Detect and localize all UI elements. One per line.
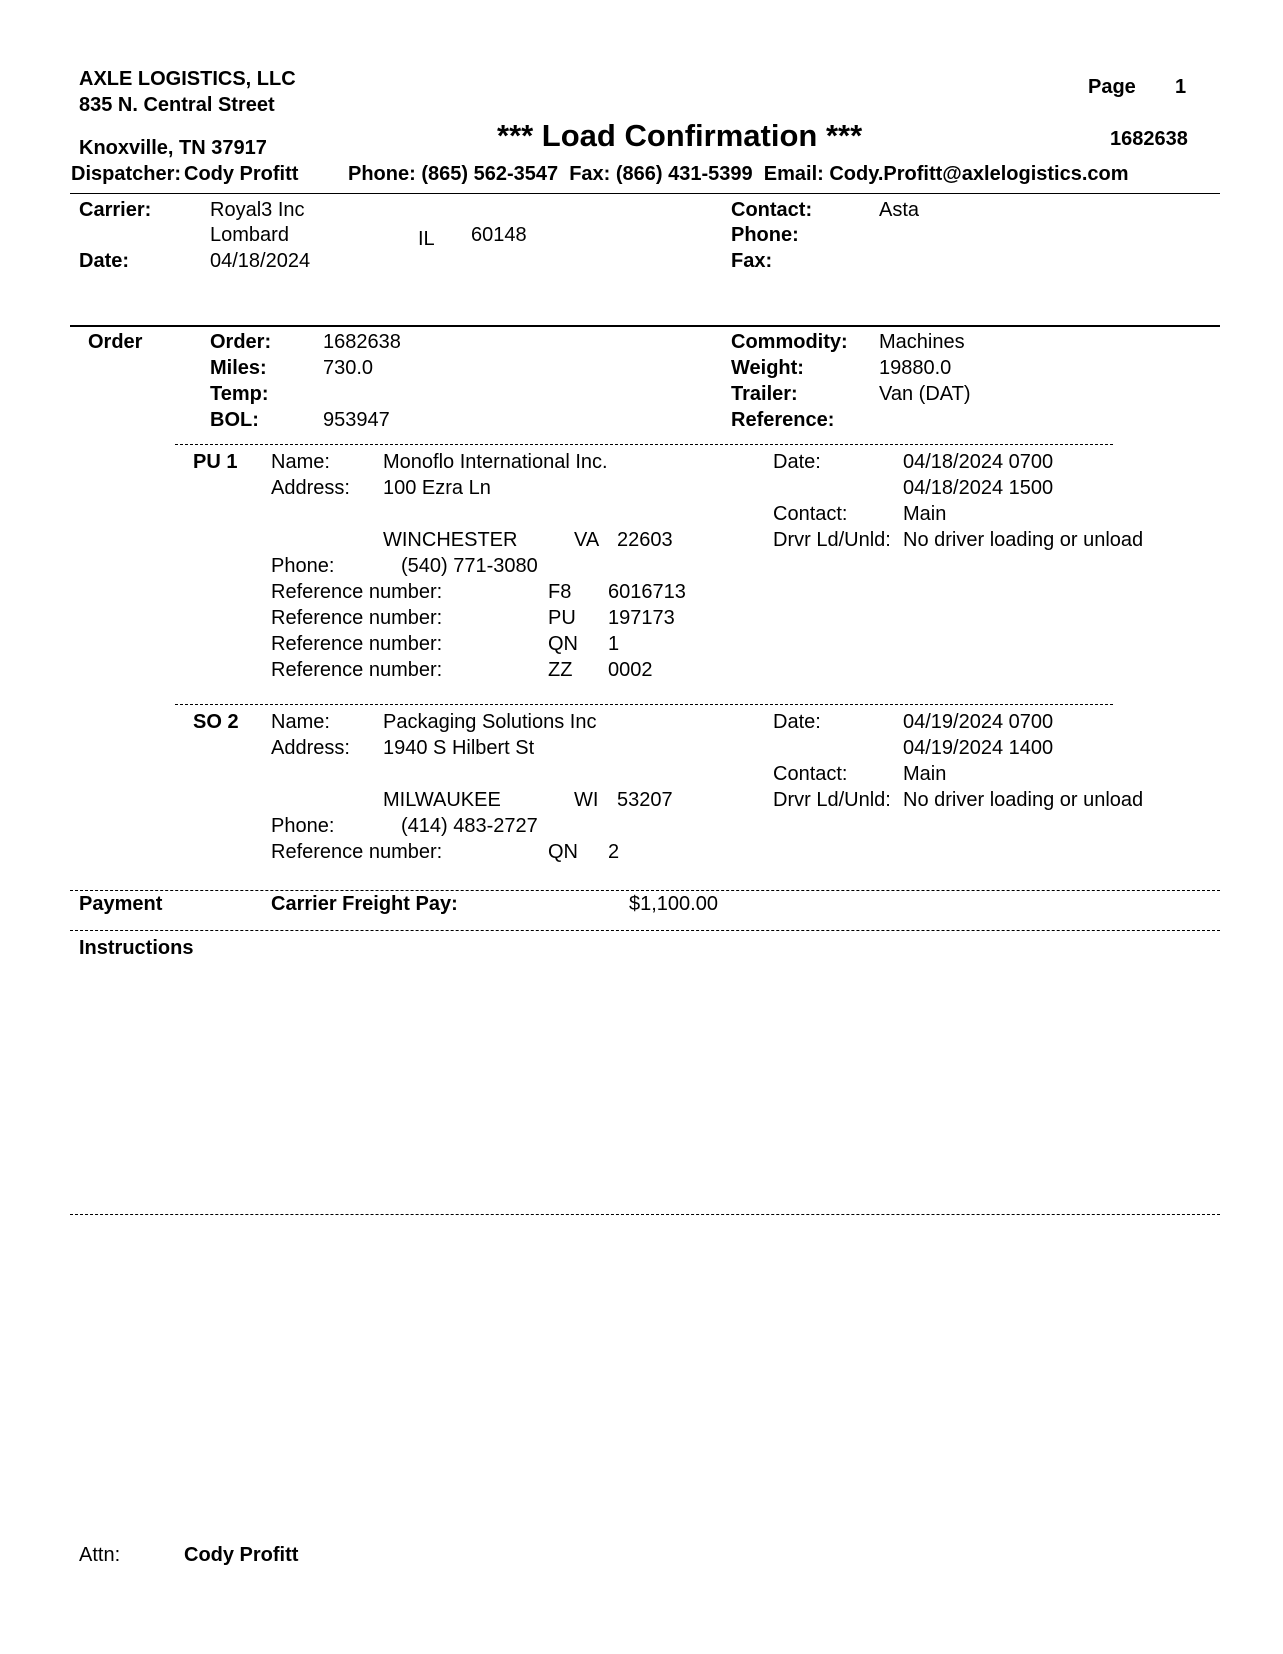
page-number: 1 <box>1175 76 1187 98</box>
weight-label: Weight: <box>731 357 804 379</box>
divider <box>175 704 1113 705</box>
commodity-value: Machines <box>879 331 965 353</box>
instructions-section-label: Instructions <box>79 937 194 959</box>
stop-name: Monoflo International Inc. <box>383 451 608 473</box>
stop-phone-label: Phone: <box>271 555 335 577</box>
stop-contact-label: Contact: <box>773 503 848 525</box>
stop-name: Packaging Solutions Inc <box>383 711 597 733</box>
stop-zip: 22603 <box>617 529 673 551</box>
stop-state: VA <box>574 529 600 551</box>
order-section-label: Order <box>88 331 143 353</box>
stop-date-to: 04/18/2024 1500 <box>903 477 1054 499</box>
attn-name: Cody Profitt <box>184 1544 299 1566</box>
dispatcher-name: Cody Profitt <box>184 163 299 185</box>
reference-type: PU <box>548 607 576 629</box>
stop-date-to: 04/19/2024 1400 <box>903 737 1054 759</box>
stop-name-label: Name: <box>271 711 330 733</box>
stop-zip: 53207 <box>617 789 673 811</box>
carrier-city: Lombard <box>210 224 289 246</box>
stop-phone: (540) 771-3080 <box>401 555 538 577</box>
dispatcher-contact-line: Phone: (865) 562-3547 Fax: (866) 431-5399 Email: Cody.Profitt@axlelogistics.com <box>348 163 1129 185</box>
stop-date-label: Date: <box>773 711 821 733</box>
freight-pay-amount: $1,100.00 <box>629 893 718 915</box>
stop-driver: No driver loading or unload <box>903 789 1144 811</box>
carrier-zip: 60148 <box>471 224 527 246</box>
carrier-contact-label: Contact: <box>731 199 813 221</box>
stop-city: WINCHESTER <box>383 529 518 551</box>
page-label: Page <box>1088 76 1136 98</box>
miles-value: 730.0 <box>323 357 374 379</box>
reference-type: QN <box>548 841 578 863</box>
trailer-value: Van (DAT) <box>879 383 971 405</box>
divider <box>70 193 1220 194</box>
reference-value: 1 <box>608 633 620 655</box>
stop-driver-label: Drvr Ld/Unld: <box>773 789 891 811</box>
stop-driver: No driver loading or unload <box>903 529 1144 551</box>
carrier-name: Royal3 Inc <box>210 199 305 221</box>
dispatcher-label: Dispatcher: <box>71 163 182 185</box>
load-number: 1682638 <box>1110 128 1188 150</box>
temp-label: Temp: <box>210 383 269 405</box>
stop-date-from: 04/19/2024 0700 <box>903 711 1054 733</box>
stop-name-label: Name: <box>271 451 330 473</box>
reference-value: 197173 <box>608 607 675 629</box>
bol-label: BOL: <box>210 409 259 431</box>
stop-address-label: Address: <box>271 477 350 499</box>
miles-label: Miles: <box>210 357 267 379</box>
stop-city: MILWAUKEE <box>383 789 501 811</box>
reference-number-label: Reference number: <box>271 607 443 629</box>
reference-type: QN <box>548 633 578 655</box>
stop-phone: (414) 483-2727 <box>401 815 538 837</box>
carrier-contact: Asta <box>879 199 920 221</box>
stop-code: PU 1 <box>193 451 238 473</box>
bol-value: 953947 <box>323 409 390 431</box>
carrier-date-label: Date: <box>79 250 130 272</box>
reference-number-label: Reference number: <box>271 581 443 603</box>
stop-code: SO 2 <box>193 711 239 733</box>
company-name: AXLE LOGISTICS, LLC <box>79 68 296 90</box>
stop-address: 1940 S Hilbert St <box>383 737 535 759</box>
stop-driver-label: Drvr Ld/Unld: <box>773 529 891 551</box>
reference-type: F8 <box>548 581 572 603</box>
reference-number-label: Reference number: <box>271 659 443 681</box>
freight-pay-label: Carrier Freight Pay: <box>271 893 458 915</box>
stop-state: WI <box>574 789 599 811</box>
stop-contact: Main <box>903 763 947 785</box>
stop-contact: Main <box>903 503 947 525</box>
stop-phone-label: Phone: <box>271 815 335 837</box>
stop-address: 100 Ezra Ln <box>383 477 491 499</box>
divider <box>70 1214 1220 1215</box>
company-city: Knoxville, TN 37917 <box>79 137 267 159</box>
order-number-label: Order: <box>210 331 272 353</box>
reference-value: 2 <box>608 841 620 863</box>
stop-contact-label: Contact: <box>773 763 848 785</box>
stop-date-label: Date: <box>773 451 821 473</box>
company-street: 835 N. Central Street <box>79 94 275 116</box>
divider <box>175 444 1113 445</box>
reference-number-label: Reference number: <box>271 633 443 655</box>
trailer-label: Trailer: <box>731 383 798 405</box>
divider <box>70 930 1220 931</box>
divider <box>70 890 1220 891</box>
reference-number-label: Reference number: <box>271 841 443 863</box>
payment-section-label: Payment <box>79 893 163 915</box>
carrier-label: Carrier: <box>79 199 152 221</box>
stop-address-label: Address: <box>271 737 350 759</box>
reference-value: 0002 <box>608 659 653 681</box>
carrier-phone-label: Phone: <box>731 224 799 246</box>
carrier-state: IL <box>418 228 435 250</box>
weight-value: 19880.0 <box>879 357 952 379</box>
reference-type: ZZ <box>548 659 573 681</box>
order-number: 1682638 <box>323 331 401 353</box>
divider <box>70 325 1220 327</box>
reference-value: 6016713 <box>608 581 686 603</box>
page-title: *** Load Confirmation *** <box>497 118 863 153</box>
attn-label: Attn: <box>79 1544 121 1566</box>
stop-date-from: 04/18/2024 0700 <box>903 451 1054 473</box>
reference-label: Reference: <box>731 409 835 431</box>
carrier-fax-label: Fax: <box>731 250 773 272</box>
commodity-label: Commodity: <box>731 331 848 353</box>
carrier-date: 04/18/2024 <box>210 250 311 272</box>
